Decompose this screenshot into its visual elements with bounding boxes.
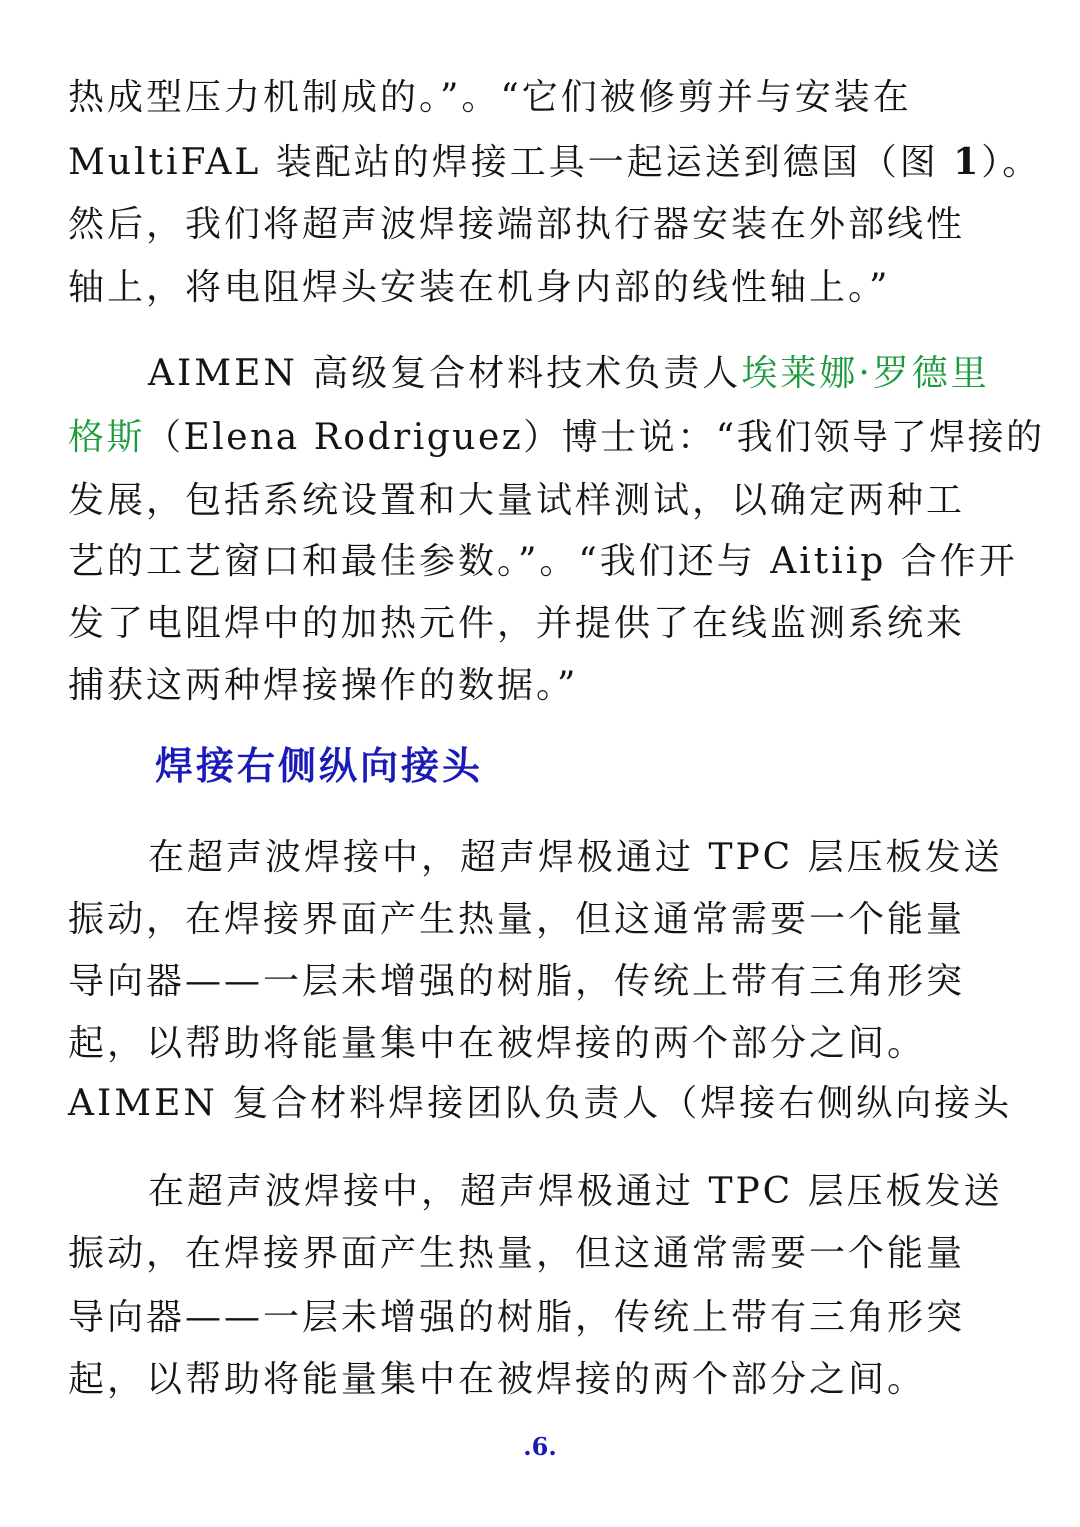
paragraph-4-line-2: 振动，在焊接界面产生热量，但这通常需要一个能量 xyxy=(68,1233,966,1274)
paragraph-4-line-1: 在超声波焊接中，超声焊极通过 TPC 层压板发送 xyxy=(148,1171,1003,1212)
paragraph-1-line-3: 然后，我们将超声波焊接端部执行器安装在外部线性 xyxy=(68,204,966,245)
paragraph-3-line-3: 导向器——一层未增强的树脂，传统上带有三角形突 xyxy=(68,961,966,1002)
paragraph-2-line-4: 艺的工艺窗口和最佳参数。”。“我们还与 Aitiip 合作开 xyxy=(68,541,1018,582)
paragraph-1-line-2-tail: ）。 xyxy=(981,142,1042,183)
paragraph-2-line-2-rest: （Elena Rodriguez）博士说：“我们领导了焊接的 xyxy=(145,417,1045,458)
paragraph-2-line-6: 捕获这两种焊接操作的数据。” xyxy=(68,665,579,706)
paragraph-2-line-5: 发了电阻焊中的加热元件，并提供了在线监测系统来 xyxy=(68,603,966,644)
paragraph-2-line-1-prefix: AIMEN 高级复合材料技术负责人 xyxy=(148,353,742,394)
paragraph-1-line-1: 热成型压力机制成的。”。“它们被修剪并与安装在 xyxy=(68,77,912,118)
paragraph-2-line-3: 发展，包括系统设置和大量试样测试，以确定两种工 xyxy=(68,480,966,521)
person-name-highlight: 埃莱娜·罗德里 xyxy=(741,353,990,394)
figure-reference: 1 xyxy=(953,141,982,183)
paragraph-3-line-1: 在超声波焊接中，超声焊极通过 TPC 层压板发送 xyxy=(148,837,1003,878)
paragraph-4-line-4: 起，以帮助将能量集中在被焊接的两个部分之间。 xyxy=(68,1359,927,1400)
paragraph-1-line-4: 轴上，将电阻焊头安装在机身内部的线性轴上。” xyxy=(68,267,891,308)
section-heading: 焊接右侧纵向接头 xyxy=(155,743,484,788)
paragraph-4-line-3: 导向器——一层未增强的树脂，传统上带有三角形突 xyxy=(68,1297,966,1338)
page-number: .6. xyxy=(523,1432,557,1461)
person-name-highlight-cont: 格斯 xyxy=(68,417,146,458)
paragraph-1-line-2 xyxy=(68,140,1041,185)
paragraph-3-line-5: AIMEN 复合材料焊接团队负责人（焊接右侧纵向接头 xyxy=(68,1083,1013,1124)
paragraph-3-line-2: 振动，在焊接界面产生热量，但这通常需要一个能量 xyxy=(68,899,966,940)
paragraph-2-line-1 xyxy=(148,352,990,396)
paragraph-1-line-2-text: MultiFAL 装配站的焊接工具一起运送到德国（图 xyxy=(68,142,954,183)
paragraph-2-line-2 xyxy=(68,416,1045,460)
paragraph-3-line-4: 起，以帮助将能量集中在被焊接的两个部分之间。 xyxy=(68,1023,927,1064)
